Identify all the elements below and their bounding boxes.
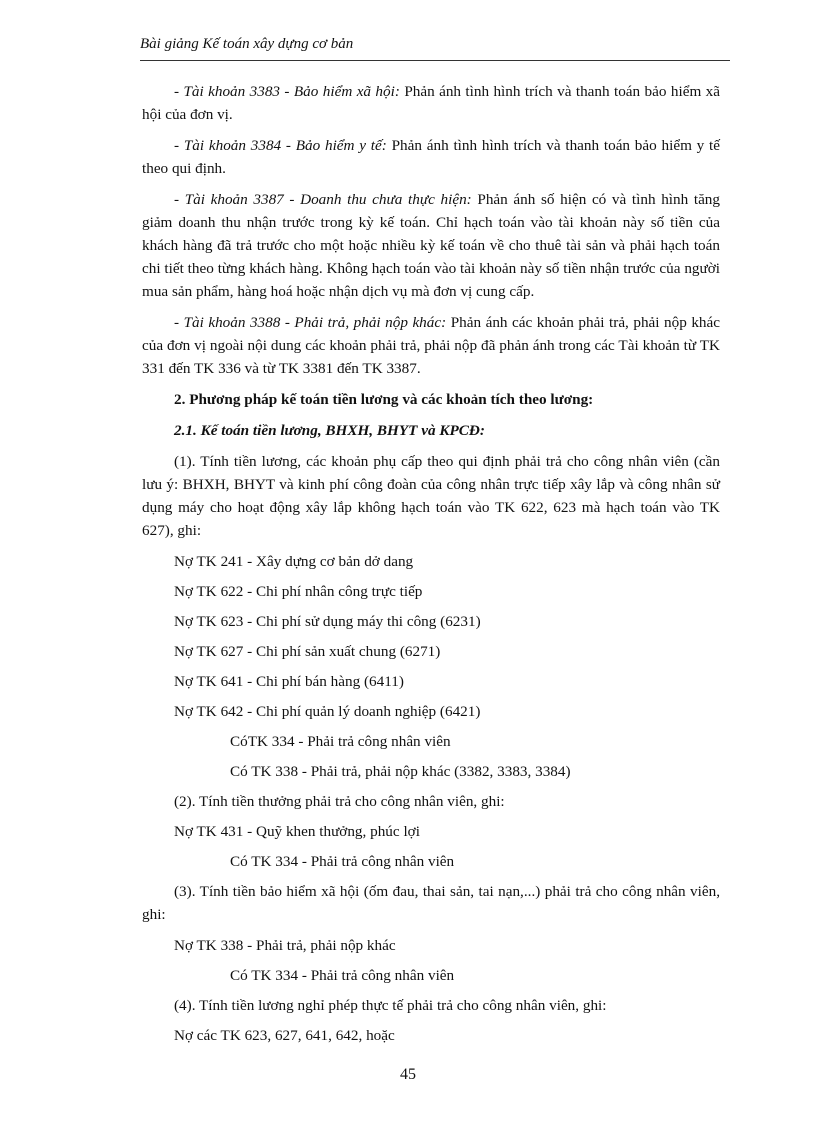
item-1-debit-623: Nợ TK 623 - Chi phí sử dụng máy thi công (6231)	[174, 613, 481, 630]
account-3384-paragraph	[142, 134, 720, 180]
item-3-text: (3). Tính tiền bảo hiểm xã hội (ốm đau, thai sản, tai nạn,...) phải trả cho công nhân viên, ghi:	[142, 883, 720, 923]
item-3-debit: Nợ TK 338 - Phải trả, phải nộp khác	[174, 937, 396, 954]
account-3387-paragraph	[142, 188, 720, 303]
item-1-debit-641: Nợ TK 641 - Chi phí bán hàng (6411)	[174, 673, 404, 690]
account-3383-title: - Tài khoản 3383 - Bảo hiểm xã hội:	[174, 83, 400, 100]
page-number: 45	[400, 1066, 416, 1083]
account-3384-description: Phản ánh tình hình trích và thanh toán bảo hiểm y tế theo qui định.	[142, 137, 720, 177]
item-1-text: (1). Tính tiền lương, các khoản phụ cấp theo qui định phải trả cho công nhân viên (cần lưu ý: BHXH, BHYT và kinh phí công đoàn của công nhân trực tiếp xây lắp và công nhân sử dụng máy cho hoạt động xây lắp không hạch toán vào TK 622, 623 mà hạch toán vào TK 627), ghi:	[142, 453, 720, 539]
item-4-text: (4). Tính tiền lương nghỉ phép thực tế phải trả cho công nhân viên, ghi:	[174, 997, 607, 1014]
item-4-debit: Nợ các TK 623, 627, 641, 642, hoặc	[174, 1027, 395, 1044]
account-3388-paragraph	[142, 311, 720, 380]
account-3383-paragraph	[142, 80, 720, 126]
item-1-credit-338: Có TK 338 - Phải trả, phải nộp khác (3382, 3383, 3384)	[230, 763, 571, 780]
account-3384-title: - Tài khoản 3384 - Bảo hiểm y tế:	[174, 137, 387, 154]
item-1-debit-622: Nợ TK 622 - Chi phí nhân công trực tiếp	[174, 583, 423, 600]
running-header	[140, 36, 730, 55]
item-1-debit-642: Nợ TK 642 - Chi phí quản lý doanh nghiệp (6421)	[174, 703, 481, 720]
account-3388-description: Phản ánh các khoản phải trả, phải nộp khác của đơn vị ngoài nội dung các khoản phải trả, phải nộp đã phản ánh trong các Tài khoản từ TK 331 đến TK 336 và từ TK 3381 đến TK 3387.	[142, 314, 720, 377]
item-2-credit: Có TK 334 - Phải trả công nhân viên	[230, 853, 455, 870]
item-2-text: (2). Tính tiền thưởng phải trả cho công nhân viên, ghi:	[174, 793, 505, 810]
item-2-debit: Nợ TK 431 - Quỹ khen thưởng, phúc lợi	[174, 823, 420, 840]
account-3387-description: Phản ánh số hiện có và tình hình tăng giảm doanh thu nhận trước trong kỳ kế toán. Chỉ hạch toán vào tài khoản này số tiền của khách hàng đã trả trước cho một hoặc nhiều kỳ kế toán về cho thuê tài sản và phải hạch toán chi tiết theo từng khách hàng. Không hạch toán vào tài khoản này số tiền nhận trước của người mua sản phẩm, hàng hoá hoặc nhận dịch vụ mà đơn vị cung cấp.	[142, 191, 720, 300]
subsection-heading: 2.1. Kế toán tiền lương, BHXH, BHYT và KPCĐ:	[174, 422, 485, 439]
item-1-credit-334: CóTK 334 - Phải trả công nhân viên	[230, 733, 451, 750]
item-1-debit-241: Nợ TK 241 - Xây dựng cơ bản dở dang	[174, 553, 414, 570]
account-3383-description: Phản ánh tình hình trích và thanh toán bảo hiểm xã hội của đơn vị.	[142, 83, 720, 123]
account-3387-title: - Tài khoản 3387 - Doanh thu chưa thực hiện:	[174, 191, 472, 208]
page-body	[142, 80, 720, 1054]
item-1-debit-627: Nợ TK 627 - Chi phí sản xuất chung (6271)	[174, 643, 441, 660]
header-divider	[140, 60, 730, 61]
account-3388-title: - Tài khoản 3388 - Phải trả, phải nộp khác:	[174, 314, 447, 331]
section-heading: 2. Phương pháp kế toán tiền lương và các khoản tích theo lương:	[174, 391, 594, 408]
item-3-credit: Có TK 334 - Phải trả công nhân viên	[230, 967, 455, 984]
header-title: Bài giảng Kế toán xây dựng cơ bản	[140, 36, 354, 52]
